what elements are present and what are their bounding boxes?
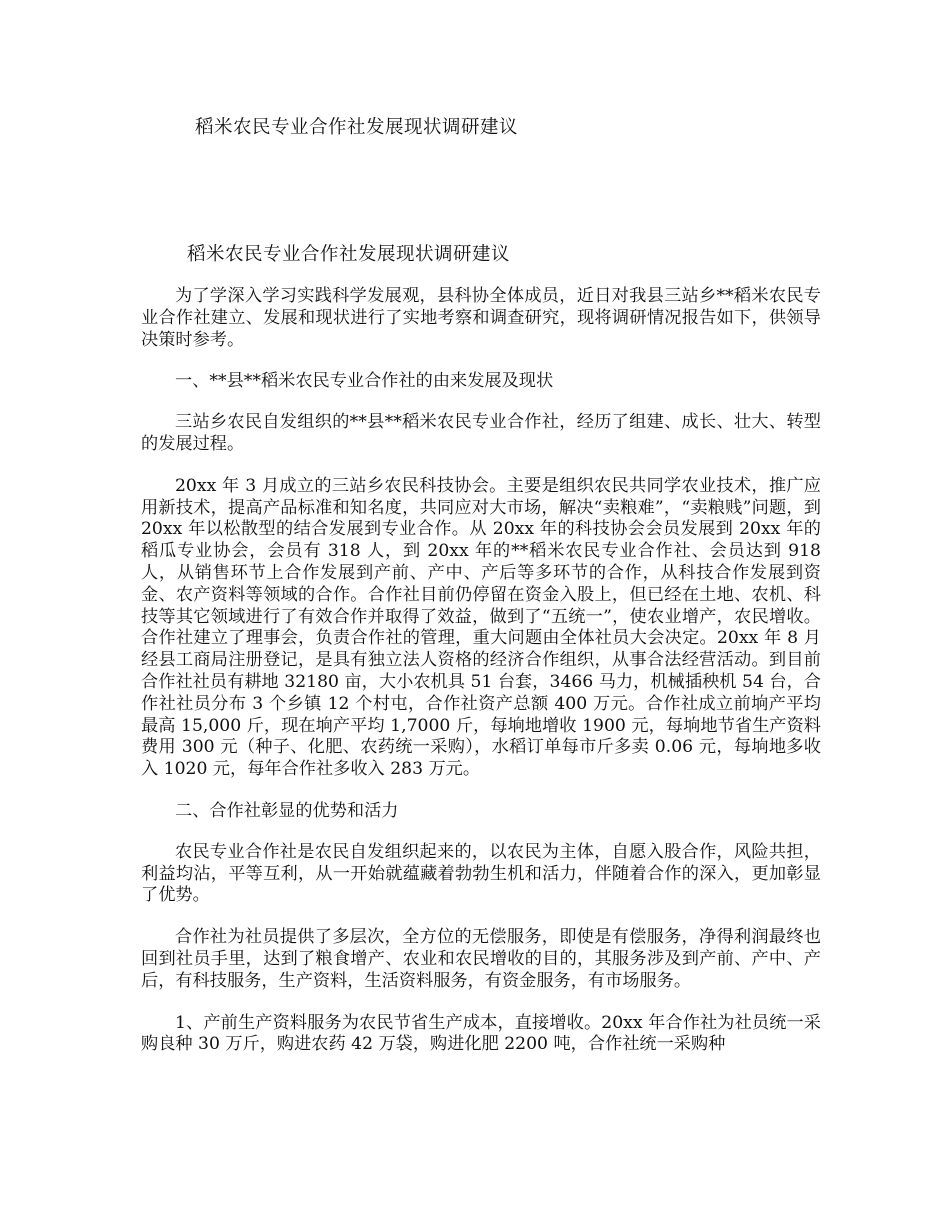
section1-paragraph-1: 三站乡农民自发组织的**县**稻米农民专业合作社，经历了组建、成长、壮大、转型的发展过程。 xyxy=(141,412,821,454)
section-heading-1: 一、**县**稻米农民专业合作社的由来发展及现状 xyxy=(175,371,554,392)
section1-paragraph-2: 20xx 年 3 月成立的三站乡农民科技协会。主要是组织农民共同学农业技术，推广应用新技术，提高产品标准和知名度，共同应对大市场，解决“卖粮难”，“卖粮贱”问题，到 20xx 年以松散型的结合发展到专业合作。从 20xx 年的科技协会会员发展到 20xx 年的稻瓜专业协会，会员有 318 人，到 20xx 年的**稻米农民专业合作社、会员达到 918 人，从销售环节上合作发展到产前、产中、产后等多环节的合作，从科技合作发展到资金、农产资料等领域的合作。合作社目前仍停留在资金入股上，但已经在土地、农机、科技等其它领域进行了有效合作并取得了效益，做到了“五统一”，使农业增产，农民增收。合作社建立了理事会，负责合作社的管理，重大问题由全体社员大会决定。20xx 年 8 月经县工商局注册登记，是具有独立法人资格的经济合作组织，从事合法经营活动。到目前合作社社员有耕地 32180 亩，大小农机具 51 台套，3466 马力，机械插秧机 54 台，合作社社员分布 3 个乡镇 12 个村屯，合作社资产总额 400 万元。合作社成立前垧产平均最高 15,000 斤，现在垧产平均 1,7000 斤，每垧地增收 1900 元，每垧地节省生产资料费用 300 元（种子、化肥、农药统一采购），水稻订单每市斤多卖 0.06 元，每垧地多收入 1020 元，每年合作社多收入 283 万元。 xyxy=(141,475,821,780)
document-header-title: 稻米农民专业合作社发展现状调研建议 xyxy=(195,117,519,138)
intro-paragraph: 为了学深入学习实践科学发展观，县科协全体成员，近日对我县三站乡**稻米农民专业合作社建立、发展和现状进行了实地考察和调查研究，现将调研情况报告如下，供领导决策时参考。 xyxy=(141,286,821,350)
section2-paragraph-1: 农民专业合作社是农民自发组织起来的，以农民为主体，自愿入股合作，风险共担，利益均沾，平等互利，从一开始就蕴藏着勃勃生机和活力，伴随着合作的深入，更加彰显了优势。 xyxy=(141,841,821,906)
section2-paragraph-3: 1、产前生产资料服务为农民节省生产成本，直接增收。20xx 年合作社为社员统一采购良种 30 万斤，购进农药 42 万袋，购进化肥 2200 吨，合作社统一采购种 xyxy=(141,1012,821,1055)
section-heading-2: 二、合作社彰显的优势和活力 xyxy=(175,800,399,821)
document-page xyxy=(141,0,821,1230)
document-body xyxy=(141,286,821,1076)
section2-paragraph-2: 合作社为社员提供了多层次，全方位的无偿服务，即使是有偿服务，净得利润最终也回到社员手里，达到了粮食增产、农业和农民增收的目的，其服务涉及到产前、产中、产后，有科技服务，生产资料，生活资料服务，有资金服务，有市场服务。 xyxy=(141,927,821,991)
document-title: 稻米农民专业合作社发展现状调研建议 xyxy=(187,244,511,265)
